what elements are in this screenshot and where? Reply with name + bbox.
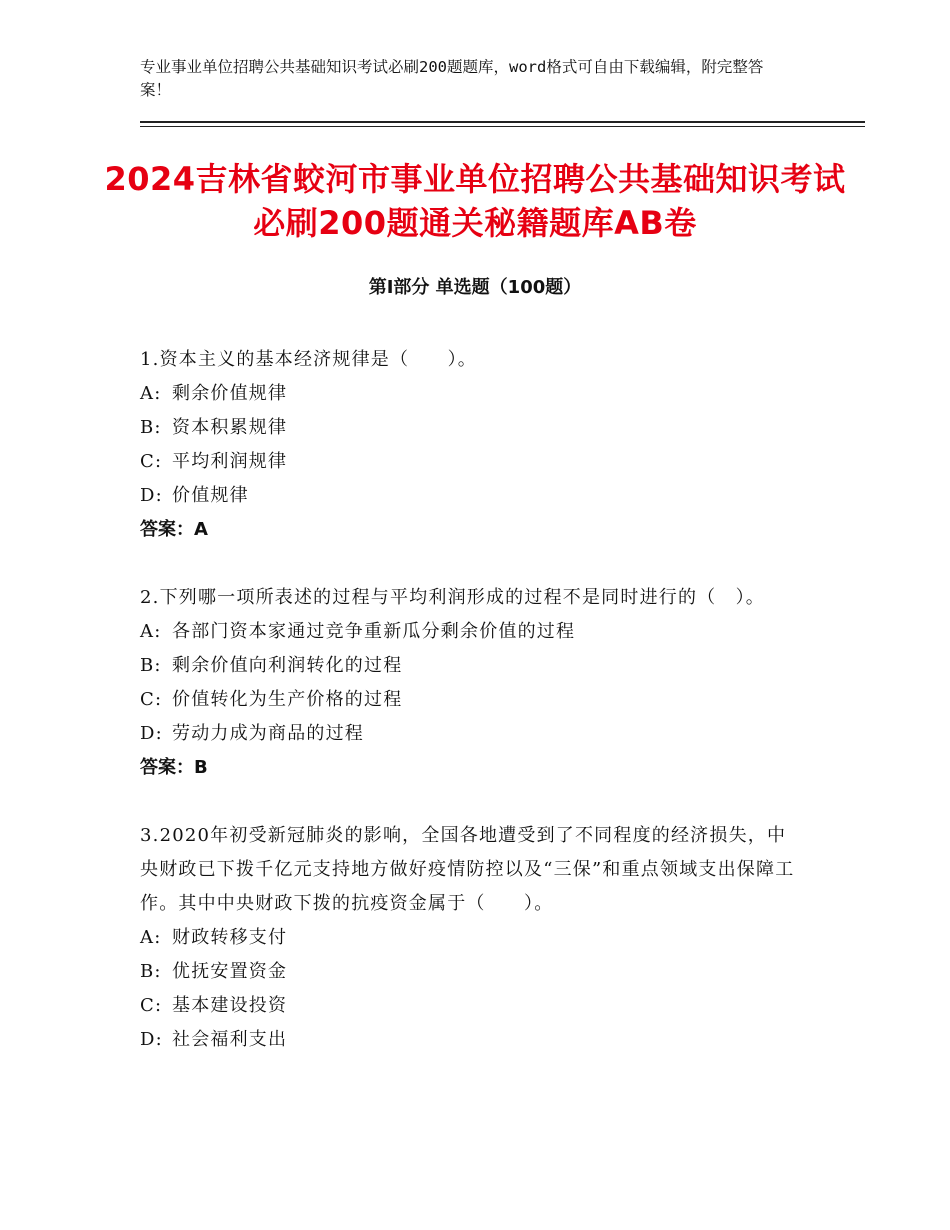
option-letter: D: (140, 723, 163, 744)
option-letter: C: (140, 995, 163, 1016)
question-stem: 1.资本主义的基本经济规律是（ ）。 (140, 349, 477, 370)
option-letter: C: (140, 689, 163, 710)
question-list (140, 343, 800, 1091)
option-letter: B: (140, 417, 162, 438)
option-letter: B: (140, 655, 162, 676)
option-letter: B: (140, 961, 162, 982)
option-text: 各部门资本家通过竞争重新瓜分剩余价值的过程 (172, 621, 576, 642)
answer-line: 答案：B (140, 757, 208, 778)
header-divider-thin (140, 126, 865, 127)
option-b (140, 955, 800, 989)
option-letter: A: (140, 927, 162, 948)
option-text: 财政转移支付 (172, 927, 288, 948)
option-text: 优抚安置资金 (172, 961, 288, 982)
option-text: 剩余价值规律 (172, 383, 288, 404)
answer-line: 答案：A (140, 519, 208, 540)
section-title: 第Ⅰ部分 单选题（100题） (368, 277, 582, 298)
header-note: 专业事业单位招聘公共基础知识考试必刷200题题库，word格式可自由下载编辑，附完整答案！ (140, 58, 764, 99)
document-title: 2024吉林省蛟河市事业单位招聘公共基础知识考试必刷200题通关秘籍题库AB卷 (104, 160, 846, 242)
option-text: 剩余价值向利润转化的过程 (172, 655, 403, 676)
option-text: 平均利润规律 (172, 451, 288, 472)
question-stem: 3.2020年初受新冠肺炎的影响，全国各地遭受到了不同程度的经济损失，中央财政已下拨千亿元支持地方做好疫情防控以及“三保”和重点领域支出保障工作。其中中央财政下拨的抗疫资金属于（ ）。 (140, 825, 795, 914)
question-stem: 2.下列哪一项所表述的过程与平均利润形成的过程不是同时进行的（ ）。 (140, 587, 765, 608)
option-text: 基本建设投资 (172, 995, 288, 1016)
question-item (140, 343, 800, 547)
option-d (140, 479, 800, 513)
option-b (140, 411, 800, 445)
option-c (140, 683, 800, 717)
option-text: 价值规律 (172, 485, 249, 506)
option-letter: A: (140, 621, 162, 642)
option-d (140, 1023, 800, 1057)
option-d (140, 717, 800, 751)
option-letter: C: (140, 451, 163, 472)
option-letter: D: (140, 1029, 163, 1050)
option-text: 劳动力成为商品的过程 (172, 723, 364, 744)
option-text: 社会福利支出 (172, 1029, 288, 1050)
option-a (140, 921, 800, 955)
question-item (140, 581, 800, 785)
option-letter: A: (140, 383, 162, 404)
option-c (140, 989, 800, 1023)
question-item (140, 819, 800, 1057)
option-c (140, 445, 800, 479)
option-a (140, 377, 800, 411)
option-text: 价值转化为生产价格的过程 (172, 689, 403, 710)
header-divider-thick (140, 121, 865, 123)
option-letter: D: (140, 485, 163, 506)
option-a (140, 615, 800, 649)
option-text: 资本积累规律 (172, 417, 288, 438)
option-b (140, 649, 800, 683)
